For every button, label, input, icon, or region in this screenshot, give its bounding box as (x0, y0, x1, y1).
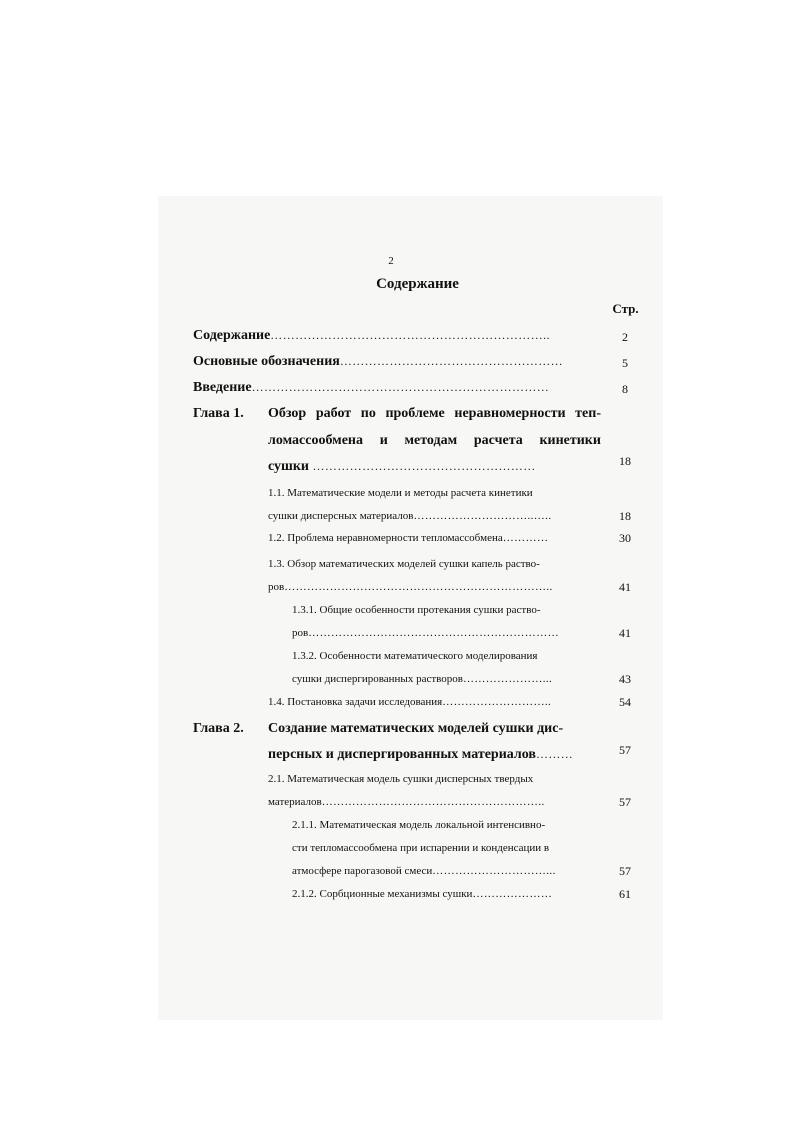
toc-dots: ………………………………………………………… (308, 627, 560, 639)
toc-page-number: 18 (619, 509, 631, 523)
toc-label: сушки (268, 459, 309, 474)
word: и (379, 433, 388, 448)
toc-page-number: 41 (619, 580, 631, 594)
word: неравномерности (454, 406, 566, 421)
word: по (360, 406, 376, 421)
toc-page-number: 57 (619, 795, 631, 809)
toc-dots: ………………… (472, 888, 553, 900)
toc-label: ров (292, 627, 309, 639)
toc-dots: ……………………………………………… (312, 459, 536, 473)
section-1-3-1-line-2[interactable] (292, 627, 559, 639)
toc-page-number: 8 (622, 382, 628, 396)
toc-page-number: 5 (622, 356, 628, 370)
section-2-1-1-line-2[interactable]: сти тепломассообмена при испарении и конденсации в (292, 842, 550, 854)
chapter-1-title-line-1[interactable] (268, 406, 601, 422)
section-2-1-2[interactable] (292, 888, 552, 900)
chapter-2-label: Глава 2. (193, 721, 244, 736)
word: проблеме (385, 406, 445, 421)
section-1-2[interactable] (268, 532, 548, 544)
toc-row-notation[interactable] (193, 354, 563, 370)
section-2-1-1-line-1[interactable]: 2.1.1. Математическая модель локальной интенсивно- (292, 819, 546, 831)
section-1-1-line-2[interactable] (268, 510, 551, 522)
toc-dots: ……………………………………………… (339, 354, 564, 368)
toc-label: 2.1.2. Сорбционные механизмы сушки (292, 888, 473, 900)
page-column-label: Стр. (612, 301, 639, 316)
toc-page-number: 61 (619, 887, 631, 901)
toc-label: Содержание (193, 328, 271, 343)
word: методам (404, 433, 458, 448)
toc-page-number: 54 (619, 695, 631, 709)
toc-label: 1.4. Постановка задачи исследования (268, 696, 443, 708)
word: расчета (473, 433, 523, 448)
section-1-4[interactable] (268, 696, 551, 708)
section-2-1-line-1[interactable]: 2.1. Математическая модель сушки дисперсных твердых (268, 773, 534, 785)
toc-page-number: 57 (619, 864, 631, 878)
chapter-2-title-line-1[interactable]: Создание математических моделей сушки дис- (268, 721, 564, 736)
toc-label: материалов (268, 796, 322, 808)
toc-row-contents[interactable] (193, 328, 550, 344)
chapter-1-label: Глава 1. (193, 406, 244, 421)
toc-dots: ………………………………………………….. (321, 796, 545, 808)
toc-dots: …………………………..….. (413, 510, 552, 522)
toc-dots: …………………………... (432, 865, 556, 877)
section-1-3-line-1[interactable]: 1.3. Обзор математических моделей сушки капель раство- (268, 558, 540, 570)
toc-label: Введение (193, 380, 252, 395)
word: Обзор (268, 406, 307, 421)
section-1-3-1-line-1[interactable]: 1.3.1. Общие особенности протекания сушки раство- (292, 604, 541, 616)
toc-row-introduction[interactable] (193, 380, 549, 396)
page-number: 2 (388, 255, 394, 267)
toc-label: 1.2. Проблема неравномерности тепломассобмена (268, 532, 503, 544)
section-1-1-line-1[interactable]: 1.1. Математические модели и методы расчета кинетики (268, 487, 533, 499)
toc-page-number: 57 (619, 743, 631, 757)
toc-page-number: 2 (622, 330, 628, 344)
section-1-3-2-line-2[interactable] (292, 673, 552, 685)
toc-page-number: 41 (619, 626, 631, 640)
toc-dots: ……… (535, 747, 574, 761)
chapter-1-title-line-2[interactable] (268, 433, 601, 449)
toc-label: персных и диспергированных материалов (268, 747, 536, 762)
toc-page-number: 30 (619, 531, 631, 545)
word: теп- (575, 406, 601, 421)
toc-dots: ……………………………………………………………… (251, 380, 550, 394)
toc-dots: …………………………………………………………….. (284, 581, 553, 593)
section-1-3-2-line-1[interactable]: 1.3.2. Особенности математического моделирования (292, 650, 538, 662)
chapter-1-title-line-3[interactable] (268, 459, 536, 475)
chapter-2-title-line-2[interactable] (268, 747, 573, 763)
page-title: Содержание (376, 276, 459, 292)
toc-dots: ……………………….. (442, 696, 552, 708)
toc-dots: …………………... (462, 673, 553, 685)
toc-label: Основные обозначения (193, 354, 340, 369)
toc-dots: ………… (502, 532, 549, 544)
toc-page-number: 43 (619, 672, 631, 686)
section-2-1-line-2[interactable] (268, 796, 545, 808)
toc-label: ров (268, 581, 285, 593)
word: работ (315, 406, 352, 421)
toc-label: атмосфере парогазовой смеси (292, 865, 433, 877)
section-2-1-1-line-3[interactable] (292, 865, 556, 877)
toc-label: сушки диспергированных растворов (292, 673, 463, 685)
toc-page-number: 18 (619, 454, 631, 468)
section-1-3-line-2[interactable] (268, 581, 553, 593)
word: ломассообмена (268, 433, 363, 448)
toc-dots: ………………………………………………………….. (270, 328, 550, 342)
toc-label: сушки дисперсных материалов (268, 510, 414, 522)
word: кинетики (539, 433, 601, 448)
